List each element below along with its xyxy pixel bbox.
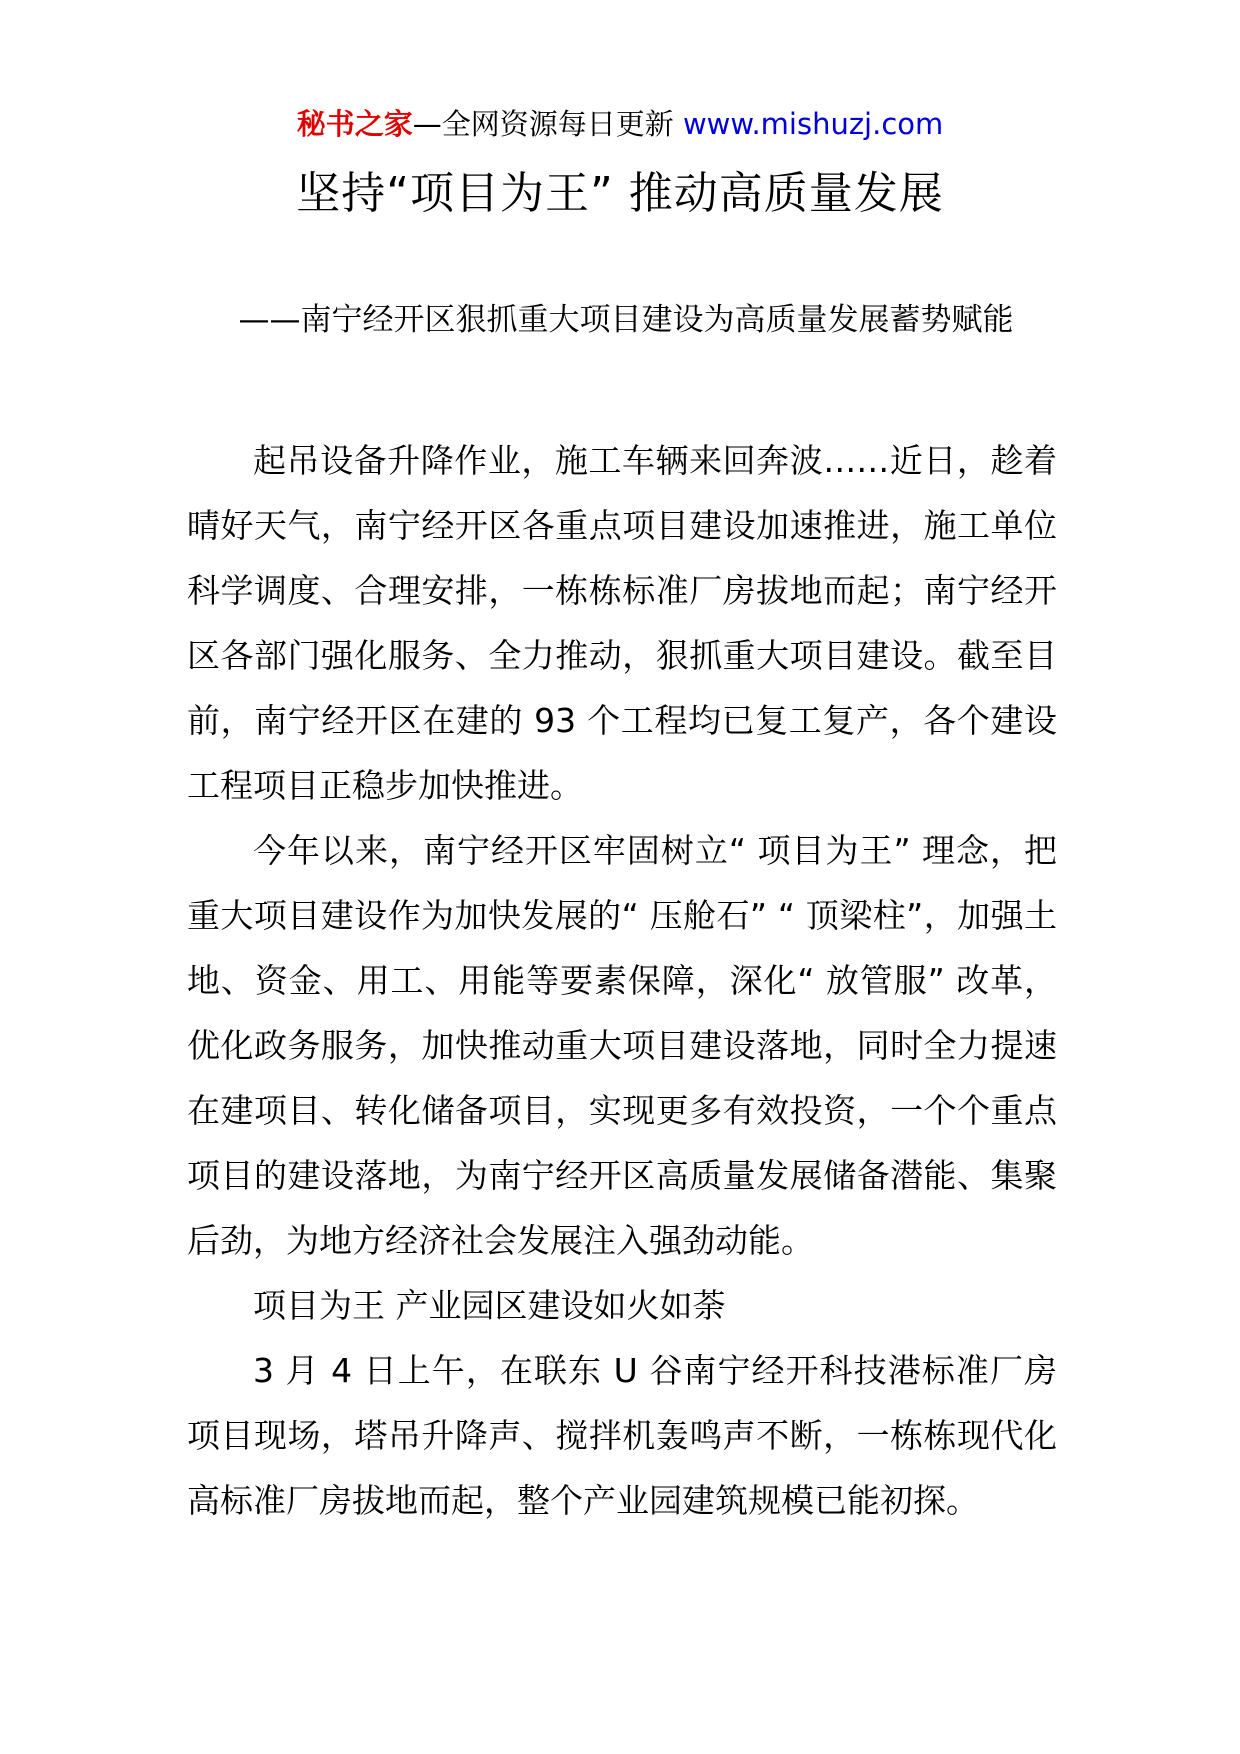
site-tagline: —全网资源每日更新: [412, 107, 683, 141]
site-url[interactable]: www.mishuzj.com: [682, 107, 944, 141]
paragraph-3: 3 月 4 日上午，在联东 U 谷南宁经开科技港标准厂房项目现场，塔吊升降声、搅拌机轰鸣声不断，一栋栋现代化高标准厂房拔地而起，整个产业园建筑规模已能初探。: [187, 1351, 1057, 1520]
paragraph-1: 起吊设备升降作业，施工车辆来回奔波……近日，趁着晴好天气，南宁经开区各重点项目建设加速推进，施工单位科学调度、合理安排，一栋栋标准厂房拔地而起；南宁经开区各部门强化服务、全力推动，狠抓重大项目建设。截至目前，南宁经开区在建的 93 个工程均已复工复产，各个建设工程项目正稳步加快推进。: [187, 441, 1057, 805]
paragraph-2: 今年以来，南宁经开区牢固树立“ 项目为王” 理念，把重大项目建设作为加快发展的“ 压舱石” “ 顶梁柱”，加强土地、资金、用工、用能等要素保障，深化“ 放管服” 改革，优化政务服务，加快推动重大项目建设落地，同时全力提速在建项目、转化储备项目，实现更多有效投资，一个个重点项目的建设落地，为南宁经开区高质量发展储备潜能、集聚后劲，为地方经济社会发展注入强劲动能。: [187, 831, 1057, 1260]
brand-name: 秘书之家: [296, 107, 413, 141]
page-subtitle: ——南宁经开区狠抓重大项目建设为高质量发展蓄势赋能: [238, 302, 1014, 338]
site-header: [0, 104, 1240, 144]
section-heading: 项目为王 产业园区建设如火如荼: [253, 1286, 726, 1325]
page-title: 坚持“项目为王” 推动高质量发展: [296, 168, 944, 219]
article-body: [187, 428, 1057, 1533]
